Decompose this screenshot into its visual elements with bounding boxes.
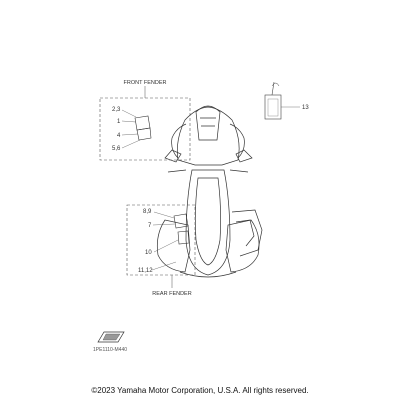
callout-label: 4 <box>117 133 121 139</box>
warning-tag <box>265 82 309 119</box>
atv-body-outline <box>157 106 262 277</box>
rear-decals <box>174 214 189 244</box>
callout-label: 13 <box>302 105 309 111</box>
callout-label: 1 <box>117 119 121 125</box>
front-fender-group <box>100 80 190 160</box>
callout-label: 10 <box>145 250 152 256</box>
rear-fender-title: REAR FENDER <box>152 291 192 297</box>
callout-label: 8,9 <box>143 209 152 215</box>
part-code: 1PE1110-M440 <box>93 347 128 353</box>
front-fender-title: FRONT FENDER <box>123 80 167 86</box>
front-decals <box>135 116 151 140</box>
rear-fender-group <box>127 205 195 297</box>
copyright-text: ©2023 Yamaha Motor Corporation, U.S.A. All rights reserved. <box>91 386 309 395</box>
callout-label: 5,6 <box>112 146 121 152</box>
callout-label: 2,3 <box>112 107 121 113</box>
callout-label: 7 <box>148 223 152 229</box>
page-reference <box>93 332 127 353</box>
callout-label: 11,12 <box>138 268 153 274</box>
